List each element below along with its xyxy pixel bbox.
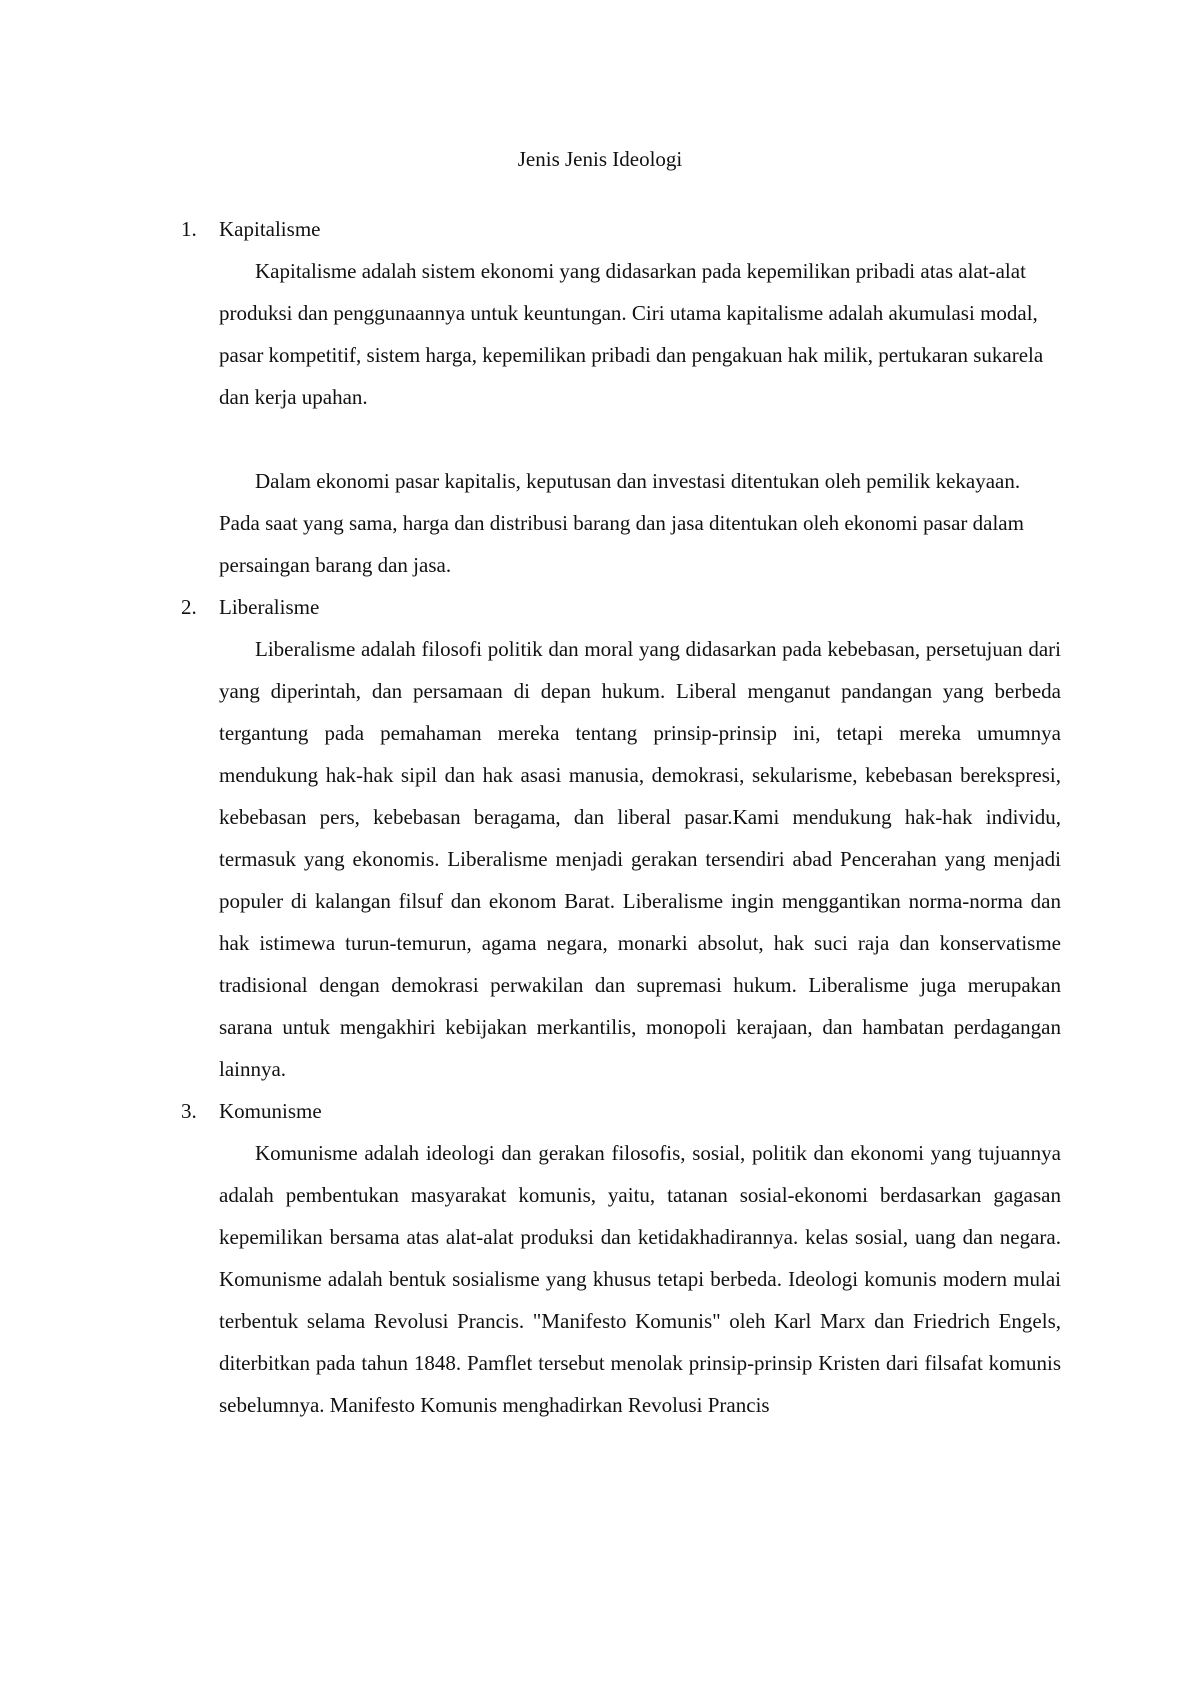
paragraph: Komunisme adalah ideologi dan gerakan filosofis, sosial, politik dan ekonomi yang tujuannya adalah pembentukan masyarakat komunis, yaitu, tatanan sosial-ekonomi berdasarkan gagasan kepemilikan bersama atas alat-alat produksi dan ketidakhadirannya. kelas sosial, uang dan negara. Komunisme adalah bentuk sosialisme yang khusus tetapi berbeda. Ideologi komunis modern mulai terbentuk selama Revolusi Prancis. "Manifesto Komunis" oleh Karl Marx dan Friedrich Engels, diterbitkan pada tahun 1848. Pamflet tersebut menolak prinsip-prinsip Kristen dari filsafat komunis sebelumnya. Manifesto Komunis menghadirkan Revolusi Prancis — [219, 1141, 1061, 1417]
paragraph: Liberalisme adalah filosofi politik dan moral yang didasarkan pada kebebasan, persetujuan dari yang diperintah, dan persamaan di depan hukum. Liberal menganut pandangan yang berbeda tergantung pada pemahaman mereka tentang prinsip-prinsip ini, tetapi mereka umumnya mendukung hak-hak sipil dan hak asasi manusia, demokrasi, sekularisme, kebebasan berekspresi, kebebasan pers, kebebasan beragama, dan liberal pasar.Kami mendukung hak-hak individu, termasuk yang ekonomis. Liberalisme menjadi gerakan tersendiri abad Pencerahan yang menjadi populer di kalangan filsuf dan ekonom Barat. Liberalisme ingin menggantikan norma-norma dan hak istimewa turun-temurun, agama negara, monarki absolut, hak suci raja dan konservatisme tradisional dengan demokrasi perwakilan dan supremasi hukum. Liberalisme juga merupakan sarana untuk mengakhiri kebijakan merkantilis, monopoli kerajaan, dan hambatan perdagangan lainnya. — [219, 637, 1061, 1081]
section-heading-text: Kapitalisme — [219, 217, 321, 241]
paragraph-gap — [181, 418, 1061, 460]
paragraph: Dalam ekonomi pasar kapitalis, keputusan dan investasi ditentukan oleh pemilik kekayaan. Pada saat yang sama, harga dan distribusi barang dan jasa ditentukan oleh ekonomi pasar dalam persaingan barang dan jasa. — [219, 469, 1024, 577]
document-body — [181, 208, 1061, 1426]
section-number: 1. — [181, 217, 197, 241]
section-liberalisme — [181, 586, 1061, 1090]
section-number: 2. — [181, 595, 197, 619]
section-komunisme — [181, 1090, 1061, 1426]
section-heading — [181, 208, 1061, 250]
section-kapitalisme — [181, 208, 1061, 586]
section-heading — [181, 586, 1061, 628]
section-heading-text: Komunisme — [219, 1099, 322, 1123]
section-heading — [181, 1090, 1061, 1132]
section-number: 3. — [181, 1099, 197, 1123]
document-title: Jenis Jenis Ideologi — [517, 147, 683, 171]
section-heading-text: Liberalisme — [219, 595, 320, 619]
paragraph: Kapitalisme adalah sistem ekonomi yang didasarkan pada kepemilikan pribadi atas alat-alat produksi dan penggunaannya untuk keuntungan. Ciri utama kapitalisme adalah akumulasi modal, pasar kompetitif, sistem harga, kepemilikan pribadi dan pengakuan hak milik, pertukaran sukarela dan kerja upahan. — [219, 259, 1044, 409]
